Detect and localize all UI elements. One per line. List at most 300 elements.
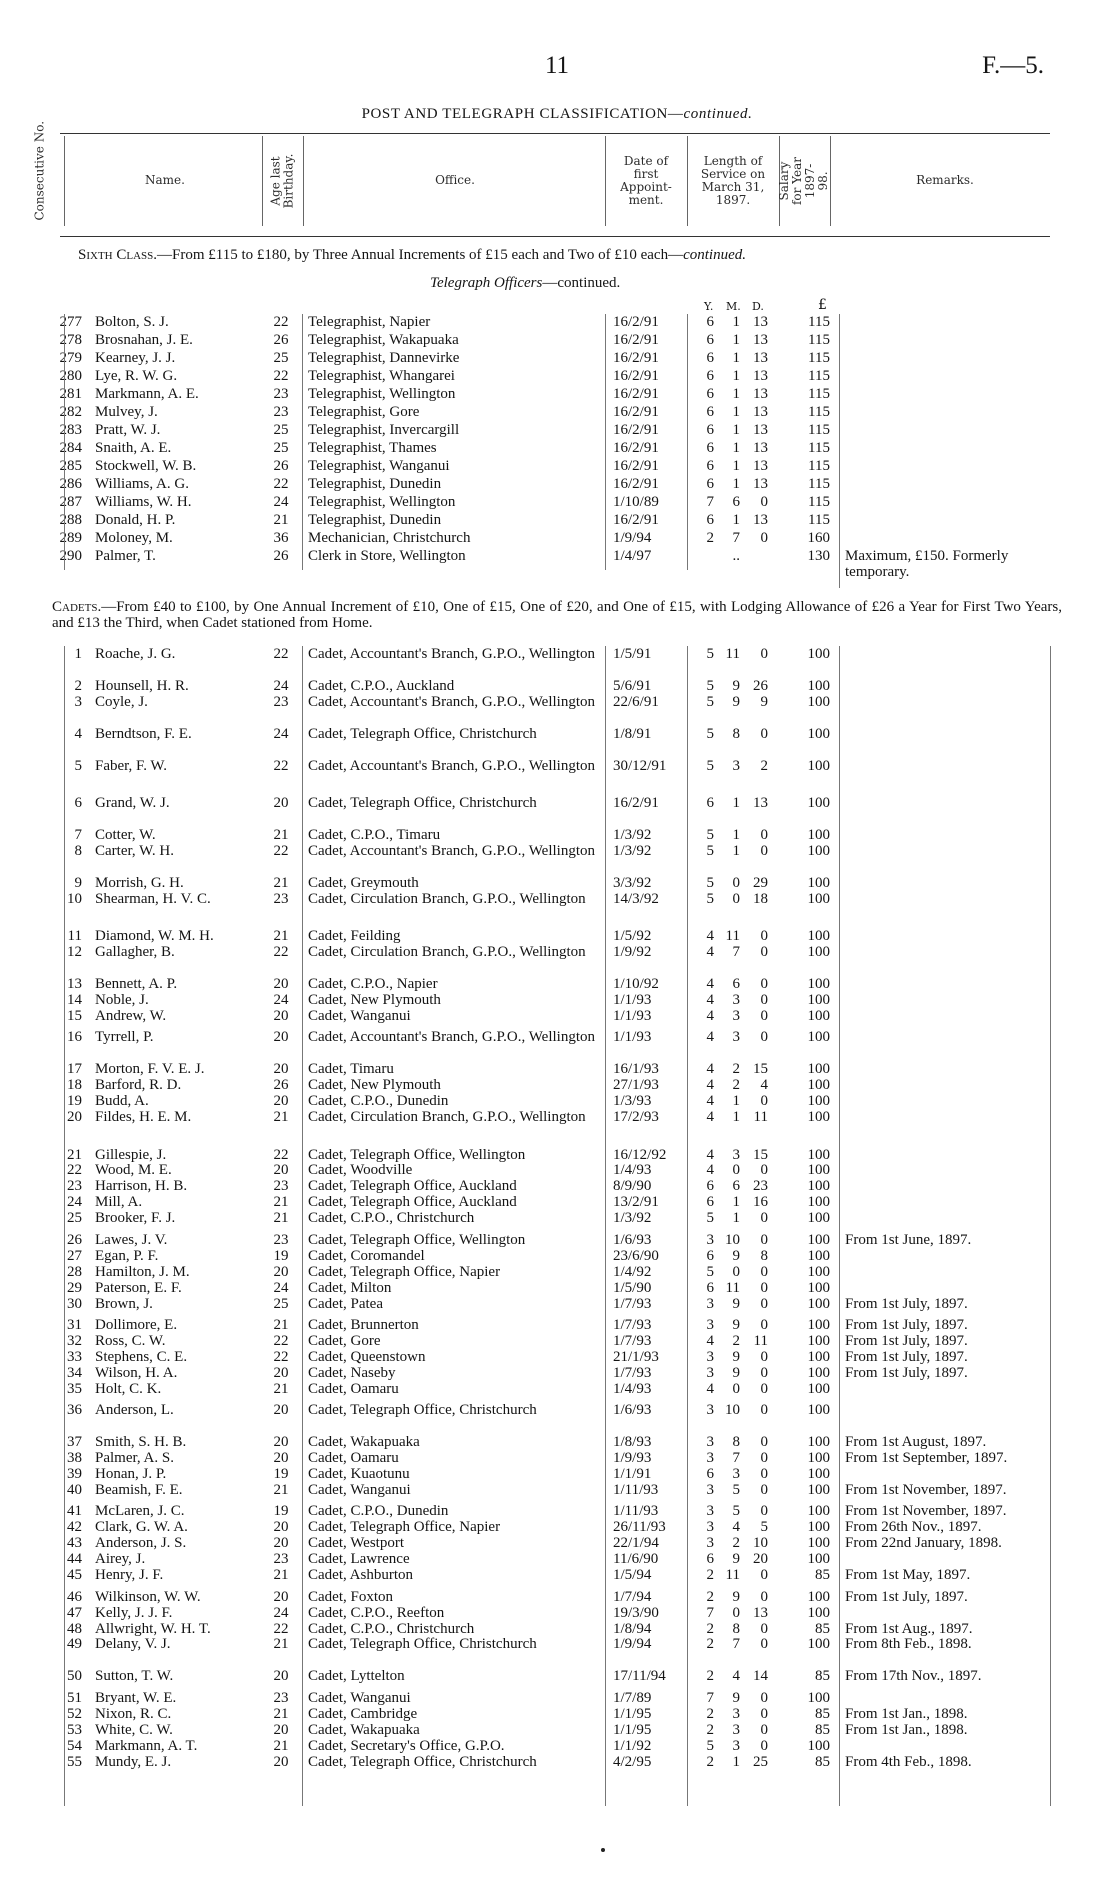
salary: 115: [808, 314, 830, 330]
salary: 100: [807, 795, 830, 812]
consecutive-number: 282: [59, 404, 82, 420]
service-months: 7: [732, 1636, 740, 1653]
salary: 115: [808, 512, 830, 528]
salary: 100: [807, 1316, 830, 1333]
remarks: From 1st August, 1897.: [845, 1434, 987, 1451]
service-days: 0: [760, 1481, 768, 1498]
service-days: 13: [753, 440, 768, 456]
employee-age: 22: [273, 1146, 289, 1163]
employee-age: 21: [273, 1380, 289, 1397]
consecutive-number: 285: [59, 458, 82, 474]
appointment-date: 3/3/92: [613, 874, 652, 891]
appointment-date: 1/11/93: [613, 1481, 659, 1498]
employee-age: 20: [273, 1402, 289, 1419]
service-years: 4: [706, 1061, 714, 1078]
service-days: 11: [753, 1332, 768, 1349]
consecutive-number: 20: [67, 1109, 82, 1126]
employee-office: Cadet, C.P.O., Christchurch: [308, 1620, 475, 1637]
service-years: 5: [706, 1263, 714, 1280]
appointment-date: 8/9/90: [613, 1178, 652, 1195]
employee-name: Brosnahan, J. E.: [95, 332, 193, 348]
salary: 100: [807, 1380, 830, 1397]
service-days: 0: [760, 1210, 768, 1227]
employee-office: Cadet, Westport: [308, 1535, 404, 1552]
employee-name: Gillespie, J.: [95, 1146, 167, 1163]
employee-name: Noble, J.: [95, 992, 149, 1008]
salary: 100: [807, 1434, 830, 1451]
consecutive-number: 14: [67, 992, 82, 1008]
service-days: 23: [753, 1178, 768, 1195]
appointment-date: 1/1/93: [613, 992, 652, 1008]
service-months: 3: [732, 1146, 740, 1163]
consecutive-number: 290: [59, 548, 82, 564]
employee-name: Stephens, C. E.: [95, 1348, 188, 1365]
appointment-date: 1/10/89: [613, 494, 659, 510]
appointment-date: 1/4/93: [613, 1380, 652, 1397]
service-months: 0: [732, 874, 740, 891]
employee-age: 19: [273, 1466, 289, 1483]
service-months: 9: [732, 1247, 740, 1264]
appointment-date: 16/2/91: [613, 795, 659, 812]
consecutive-number: 49: [67, 1636, 82, 1653]
consecutive-number: 278: [59, 332, 82, 348]
employee-office: Telegraphist, Wellington: [308, 386, 456, 402]
appointment-date: 1/8/91: [613, 725, 652, 742]
service-years: 7: [706, 1689, 714, 1706]
salary: 100: [807, 1450, 830, 1467]
employee-name: Berndtson, F. E.: [95, 725, 192, 742]
employee-age: 20: [273, 1434, 289, 1451]
service-years: 4: [706, 1007, 714, 1024]
employee-age: 23: [273, 890, 289, 907]
employee-age: 24: [273, 992, 289, 1008]
employee-office: Cadet, C.P.O., Timaru: [308, 826, 441, 843]
salary: 100: [807, 1466, 830, 1483]
employee-office: Cadet, Kuaotunu: [308, 1466, 410, 1483]
service-days: 0: [760, 1450, 768, 1467]
service-days: 29: [753, 874, 768, 891]
employee-name: Snaith, A. E.: [95, 440, 172, 456]
employee-age: 24: [273, 494, 289, 510]
service-months: 6: [732, 976, 740, 993]
employee-age: 23: [273, 1178, 289, 1195]
service-days: 0: [760, 1689, 768, 1706]
remarks: From 1st July, 1897.: [845, 1332, 968, 1349]
salary: 115: [808, 494, 830, 510]
employee-office: Telegraphist, Whangarei: [308, 368, 455, 384]
appointment-date: 4/2/95: [613, 1753, 652, 1770]
employee-age: 25: [273, 350, 289, 366]
service-years: 4: [706, 1380, 714, 1397]
salary: 115: [808, 368, 830, 384]
employee-age: 22: [273, 646, 289, 662]
service-years: 6: [706, 1247, 714, 1264]
employee-name: Bryant, W. E.: [95, 1689, 177, 1706]
service-days: 0: [760, 1402, 768, 1419]
service-years: 3: [706, 1503, 714, 1520]
salary: 100: [807, 1109, 830, 1126]
salary: 100: [807, 826, 830, 843]
service-years: 4: [706, 976, 714, 993]
appointment-date: 1/8/94: [613, 1620, 652, 1637]
service-months: 0: [732, 1380, 740, 1397]
salary: 85: [815, 1668, 830, 1685]
employee-name: Mundy, E. J.: [95, 1753, 172, 1770]
employee-age: 21: [273, 1481, 289, 1498]
service-months: 11: [725, 1279, 740, 1296]
employee-name: Beamish, F. E.: [95, 1481, 183, 1498]
salary: 85: [815, 1721, 830, 1738]
header-consecutive: Consecutive No.: [32, 120, 47, 221]
employee-name: Pratt, W. J.: [95, 422, 161, 438]
appointment-date: 1/9/94: [613, 1636, 652, 1653]
employee-age: 21: [273, 1636, 289, 1653]
service-months: 10: [725, 1231, 740, 1248]
employee-office: Telegraphist, Gore: [308, 404, 420, 420]
employee-office: Cadet, Telegraph Office, Napier: [308, 1263, 501, 1280]
service-months: 2: [732, 1061, 740, 1078]
appointment-date: 1/6/93: [613, 1231, 652, 1248]
employee-age: 22: [273, 944, 289, 961]
employee-age: 23: [273, 1231, 289, 1248]
header-salary: Salary for Year 1897-98.: [777, 156, 830, 205]
service-years: 3: [706, 1364, 714, 1381]
service-years: 4: [706, 1077, 714, 1094]
employee-age: 23: [273, 386, 289, 402]
employee-name: Delany, V. J.: [95, 1636, 171, 1653]
salary: 100: [807, 1162, 830, 1179]
employee-office: Cadet, C.P.O., Dunedin: [308, 1093, 449, 1110]
consecutive-number: 2: [74, 677, 82, 694]
employee-office: Cadet, Oamaru: [308, 1450, 399, 1467]
months-unit: M.: [726, 300, 741, 313]
service-years: 6: [706, 422, 714, 438]
service-days: 0: [760, 1263, 768, 1280]
service-days: 0: [760, 1380, 768, 1397]
service-days: 13: [753, 476, 768, 492]
appointment-date: 1/1/95: [613, 1721, 652, 1738]
salary: 100: [807, 944, 830, 961]
salary: 160: [807, 530, 830, 546]
appointment-date: 22/6/91: [613, 693, 659, 710]
salary: 115: [808, 404, 830, 420]
consecutive-number: 19: [67, 1093, 82, 1110]
employee-name: Gallagher, B.: [95, 944, 175, 961]
remarks: From 1st July, 1897.: [845, 1316, 968, 1333]
employee-name: Donald, H. P.: [95, 512, 176, 528]
employee-name: Smith, S. H. B.: [95, 1434, 187, 1451]
employee-office: Cadet, Accountant's Branch, G.P.O., Wellington: [308, 693, 596, 710]
salary: 100: [807, 725, 830, 742]
employee-office: Cadet, C.P.O., Dunedin: [308, 1503, 449, 1520]
appointment-date: 17/11/94: [613, 1668, 666, 1685]
appointment-date: 27/1/93: [613, 1077, 659, 1094]
employee-office: Cadet, Wanganui: [308, 1481, 411, 1498]
salary: 100: [807, 1481, 830, 1498]
employee-name: McLaren, J. C.: [95, 1503, 185, 1520]
service-years: 5: [706, 725, 714, 742]
service-days: 0: [760, 1279, 768, 1296]
appointment-date: 1/9/93: [613, 1450, 652, 1467]
employee-office: Cadet, Naseby: [308, 1364, 396, 1381]
column-rule: [605, 646, 606, 1806]
consecutive-number: 34: [67, 1364, 82, 1381]
years-unit: Y.: [704, 300, 714, 313]
employee-name: Dollimore, E.: [95, 1316, 178, 1333]
service-months: 9: [732, 1689, 740, 1706]
pound-unit: £: [818, 297, 827, 313]
employee-office: Cadet, Circulation Branch, G.P.O., Wellington: [308, 1109, 586, 1126]
service-days: 0: [760, 826, 768, 843]
salary: 100: [807, 1061, 830, 1078]
employee-age: 21: [273, 1194, 289, 1211]
consecutive-number: 54: [67, 1737, 82, 1754]
employee-age: 23: [273, 1551, 289, 1568]
service-years: 3: [706, 1535, 714, 1552]
consecutive-number: 29: [67, 1279, 82, 1296]
service-months: 9: [732, 1551, 740, 1568]
consecutive-number: 287: [59, 494, 82, 510]
appointment-date: 1/5/90: [613, 1279, 652, 1296]
page-title-text: POST AND TELEGRAPH CLASSIFICATION—: [361, 106, 684, 122]
service-months: 6: [732, 1178, 740, 1195]
service-months: 9: [732, 677, 740, 694]
service-days: 13: [753, 795, 768, 812]
consecutive-number: 41: [67, 1503, 82, 1520]
employee-office: Cadet, Telegraph Office, Wellington: [308, 1231, 526, 1248]
remarks: From 1st July, 1897.: [845, 1295, 968, 1312]
employee-age: 20: [273, 1061, 289, 1078]
column-rule: [302, 314, 303, 570]
appointment-date: 1/3/92: [613, 842, 652, 859]
employee-age: 20: [273, 1668, 289, 1685]
service-days: 5: [760, 1519, 768, 1536]
service-days: 0: [760, 725, 768, 742]
service-years: 2: [706, 1753, 714, 1770]
service-months: 0: [732, 1162, 740, 1179]
employee-name: Williams, A. G.: [95, 476, 189, 492]
service-years: 2: [706, 1620, 714, 1637]
service-years: 6: [706, 1178, 714, 1195]
employee-name: Roache, J. G.: [95, 646, 176, 662]
consecutive-number: 32: [67, 1332, 82, 1349]
employee-office: Cadet, Telegraph Office, Christchurch: [308, 1636, 537, 1653]
service-months: 3: [732, 1721, 740, 1738]
service-months: 9: [732, 1364, 740, 1381]
consecutive-number: 8: [74, 842, 82, 859]
salary: 100: [807, 1231, 830, 1248]
service-months: 1: [732, 1109, 740, 1126]
employee-office: Cadet, Ashburton: [308, 1567, 413, 1584]
employee-office: Cadet, C.P.O., Napier: [308, 976, 438, 993]
service-days: 11: [753, 1109, 768, 1126]
employee-office: Cadet, Telegraph Office, Christchurch: [308, 1402, 537, 1419]
appointment-date: 21/1/93: [613, 1348, 659, 1365]
remarks: From 22nd January, 1898.: [845, 1535, 1002, 1552]
employee-age: 22: [273, 1348, 289, 1365]
consecutive-number: 5: [74, 757, 82, 774]
service-years: 5: [706, 1210, 714, 1227]
service-years: 5: [706, 826, 714, 843]
consecutive-number: 7: [74, 826, 82, 843]
appointment-date: 1/1/92: [613, 1737, 652, 1754]
employee-office: Cadet, Feilding: [308, 928, 401, 945]
service-months: 9: [732, 1588, 740, 1605]
service-years: 5: [706, 842, 714, 859]
service-days: 0: [760, 1636, 768, 1653]
employee-name: Wilson, H. A.: [95, 1364, 178, 1381]
remarks: From 8th Feb., 1898.: [845, 1636, 972, 1653]
consecutive-number: 18: [67, 1077, 82, 1094]
employee-name: Anderson, J. S.: [95, 1535, 187, 1552]
service-years: 6: [706, 368, 714, 384]
service-years: 5: [706, 677, 714, 694]
employee-name: Grand, W. J.: [95, 795, 170, 812]
service-years: 6: [706, 1194, 714, 1211]
service-months: 1: [732, 795, 740, 812]
employee-age: 22: [273, 314, 289, 330]
service-years: 2: [706, 1705, 714, 1722]
employee-age: 21: [273, 1567, 289, 1584]
service-months: 1: [732, 1753, 740, 1770]
employee-name: Markmann, A. T.: [95, 1737, 198, 1754]
employee-office: Cadet, Milton: [308, 1279, 392, 1296]
salary: 100: [807, 1093, 830, 1110]
service-days: 0: [760, 1364, 768, 1381]
remarks: From 1st Jan., 1898.: [845, 1705, 968, 1722]
appointment-date: 16/2/91: [613, 332, 659, 348]
salary: 115: [808, 332, 830, 348]
service-months: 11: [725, 646, 740, 662]
employee-age: 21: [273, 826, 289, 843]
service-days: 8: [760, 1247, 768, 1264]
service-days: 2: [760, 757, 768, 774]
salary: 100: [807, 1364, 830, 1381]
consecutive-number: 33: [67, 1348, 82, 1365]
employee-office: Cadet, Wanganui: [308, 1007, 411, 1024]
service-days: 0: [760, 1348, 768, 1365]
consecutive-number: 31: [67, 1316, 82, 1333]
appointment-date: 17/2/93: [613, 1109, 659, 1126]
employee-office: Cadet, C.P.O., Christchurch: [308, 1210, 475, 1227]
employee-age: 20: [273, 976, 289, 993]
header-name: Name.: [145, 173, 185, 187]
service-months: 4: [732, 1519, 740, 1536]
employee-age: 20: [273, 1721, 289, 1738]
employee-age: 24: [273, 725, 289, 742]
employee-age: 24: [273, 1279, 289, 1296]
appointment-date: 16/2/91: [613, 476, 659, 492]
consecutive-number: 280: [59, 368, 82, 384]
employee-name: Andrew, W.: [95, 1007, 167, 1024]
employee-name: Hounsell, H. R.: [95, 677, 189, 694]
service-months: 11: [725, 928, 740, 945]
consecutive-number: 16: [67, 1029, 82, 1046]
employee-office: Cadet, Secretary's Office, G.P.O.: [308, 1737, 505, 1754]
consecutive-number: 15: [67, 1007, 82, 1024]
employee-office: Cadet, Cambridge: [308, 1705, 418, 1722]
consecutive-number: 12: [67, 944, 82, 961]
service-years: 6: [706, 795, 714, 812]
employee-office: Telegraphist, Dunedin: [308, 512, 442, 528]
appointment-date: 1/4/97: [613, 548, 652, 564]
service-years: 5: [706, 890, 714, 907]
appointment-date: 1/9/94: [613, 530, 652, 546]
employee-age: 24: [273, 1604, 289, 1621]
employee-name: Budd, A.: [95, 1093, 149, 1110]
appointment-date: 16/1/93: [613, 1061, 659, 1078]
employee-name: Bolton, S. J.: [95, 314, 169, 330]
consecutive-number: 17: [67, 1061, 82, 1078]
service-days: 13: [753, 404, 768, 420]
service-months: 3: [732, 1466, 740, 1483]
appointment-date: 26/11/93: [613, 1519, 666, 1536]
salary: 100: [807, 1029, 830, 1046]
employee-office: Cadet, Accountant's Branch, G.P.O., Wellington: [308, 757, 596, 774]
service-years: 6: [706, 332, 714, 348]
employee-age: 36: [273, 530, 289, 546]
service-years: 5: [706, 874, 714, 891]
service-years: 2: [706, 1721, 714, 1738]
service-years: 4: [706, 992, 714, 1008]
consecutive-number: 30: [67, 1295, 82, 1312]
employee-office: Cadet, C.P.O., Reefton: [308, 1604, 445, 1621]
appointment-date: 1/7/93: [613, 1316, 652, 1333]
employee-office: Mechanician, Christchurch: [308, 530, 471, 546]
service-years: 6: [706, 350, 714, 366]
service-days: 0: [760, 992, 768, 1008]
service-months: 3: [732, 1007, 740, 1024]
employee-age: 22: [273, 476, 289, 492]
employee-name: Airey, J.: [95, 1551, 146, 1568]
employee-age: 20: [273, 1093, 289, 1110]
salary: 100: [807, 1007, 830, 1024]
employee-office: Cadet, Coromandel: [308, 1247, 425, 1264]
employee-name: Faber, F. W.: [95, 757, 167, 774]
employee-name: Lye, R. W. G.: [95, 368, 178, 384]
appointment-date: 16/2/91: [613, 404, 659, 420]
service-days: 0: [760, 1705, 768, 1722]
service-years: 4: [706, 1109, 714, 1126]
employee-name: Ross, C. W.: [95, 1332, 166, 1349]
employee-office: Cadet, Circulation Branch, G.P.O., Wellington: [308, 944, 586, 961]
employee-office: Telegraphist, Wanganui: [308, 458, 450, 474]
employee-age: 21: [273, 928, 289, 945]
employee-age: 20: [273, 1029, 289, 1046]
service-days: 0: [760, 1093, 768, 1110]
employee-age: 26: [273, 1077, 289, 1094]
remarks: From 1st July, 1897.: [845, 1348, 968, 1365]
salary: 115: [808, 440, 830, 456]
service-days: 0: [760, 646, 768, 662]
employee-office: Cadet, C.P.O., Auckland: [308, 677, 455, 694]
employee-name: Clark, G. W. A.: [95, 1519, 188, 1536]
employee-office: Cadet, Lyttelton: [308, 1668, 405, 1685]
employee-name: Harrison, H. B.: [95, 1178, 188, 1195]
service-years: 4: [706, 1029, 714, 1046]
employee-office: Telegraphist, Wellington: [308, 494, 456, 510]
employee-age: 25: [273, 440, 289, 456]
service-days: 13: [753, 512, 768, 528]
appointment-date: 19/3/90: [613, 1604, 659, 1621]
column-header: [0, 120, 1114, 229]
service-days: 13: [753, 332, 768, 348]
salary: 100: [807, 976, 830, 993]
service-days: 0: [760, 1434, 768, 1451]
employee-age: 23: [273, 404, 289, 420]
appointment-date: 16/2/91: [613, 422, 659, 438]
service-years: 2: [706, 1567, 714, 1584]
